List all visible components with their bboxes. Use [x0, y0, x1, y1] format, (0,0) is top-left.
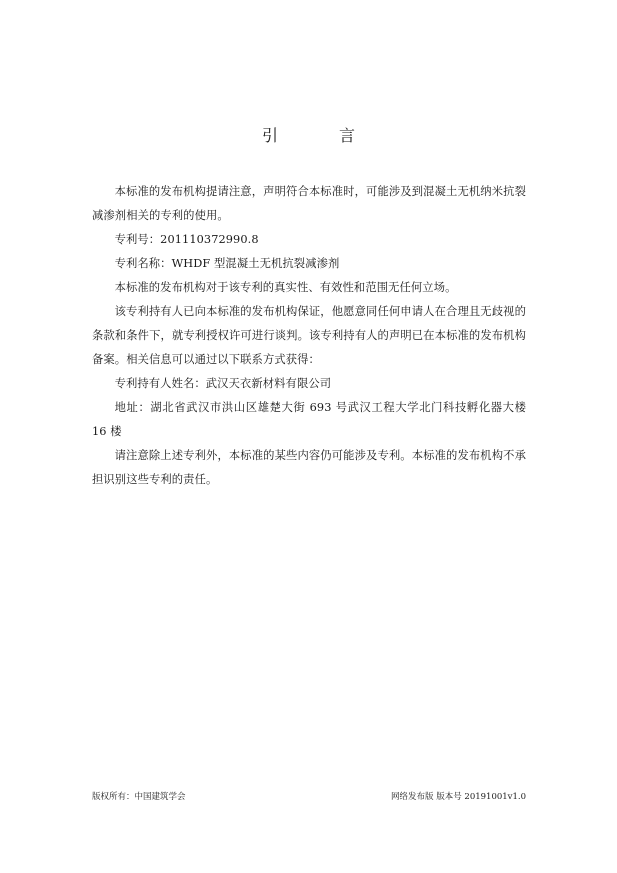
paragraph-holder-name: 专利持有人姓名：武汉天衣新材料有限公司: [114, 377, 332, 390]
footer-copyright: 版权所有：中国建筑学会: [92, 792, 186, 802]
paragraph-disclaimer: 请注意除上述专利外，本标准的某些内容仍可能涉及专利。本标准的发布机构不承担识别这些专利的责任。: [92, 449, 526, 486]
paragraph-no-position: 本标准的发布机构对于该专利的真实性、有效性和范围无任何立场。: [114, 281, 457, 294]
paragraph-holder-assurance: 该专利持有人已向本标准的发布机构保证，他愿意同任何申请人在合理且无歧视的条款和条件下，就专利授权许可进行谈判。该专利持有人的声明已在本标准的发布机构备案。相关信息可以通过以下联系方式获得：: [92, 305, 526, 366]
paragraph-patent-name: 专利名称：WHDF 型混凝土无机抗裂减渗剂: [114, 257, 340, 270]
footer-edition: 网络发布版 版本号 20191001v1.0: [391, 792, 526, 802]
paragraph-patent-number: 专利号：201110372990.8: [114, 233, 259, 246]
paragraph-address: 地址：湖北省武汉市洪山区雄楚大街 693 号武汉工程大学北门科技孵化器大楼 16 楼: [92, 401, 526, 438]
document-body: [92, 180, 526, 492]
page-title: 引 言: [261, 126, 384, 145]
paragraph-notice: 本标准的发布机构提请注意，声明符合本标准时，可能涉及到混凝土无机纳米抗裂减渗剂相关的专利的使用。: [92, 185, 526, 222]
